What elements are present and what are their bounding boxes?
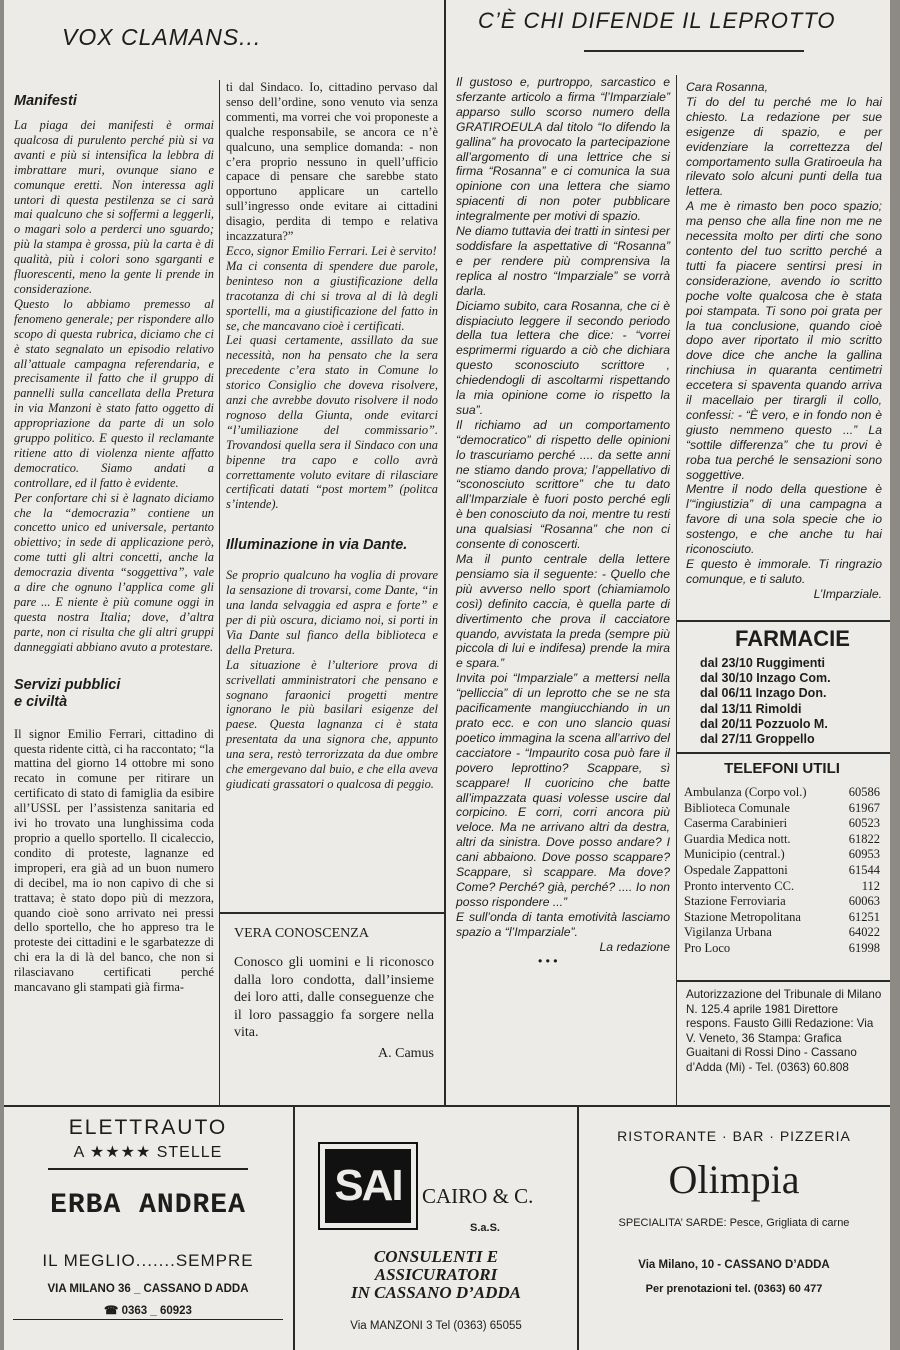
quote-title: VERA CONOSCENZA <box>234 926 369 941</box>
column-1 <box>14 92 214 1104</box>
ads-top-rule <box>4 1105 890 1107</box>
title-underline <box>584 50 804 52</box>
sai-logo-frame <box>318 1142 418 1230</box>
farmacie-box <box>700 626 885 754</box>
ad3-address: Via Milano, 10 - CASSANO D’ADDA <box>638 1259 830 1271</box>
colophon-text: Autorizzazione del Tribunale di Milano N. 125.4 aprile 1981 Direttore respons. Fausto Gilli Redazione: Via V. Veneto, 36 Stampa: Grafica Guaitani di Rossi Dino - Cassano d’Adda (Mi) - Tel. (0363) 60.808 <box>686 988 882 1074</box>
star-rating-icon: ★★★★ <box>89 1144 152 1161</box>
ad1-phone <box>4 1303 292 1317</box>
quote-author: A. Camus <box>378 1045 434 1061</box>
ad1-line2-pre: A <box>73 1144 85 1161</box>
telefoni-box <box>684 760 880 980</box>
telefoni-row <box>684 816 880 832</box>
telefoni-name: Ospedale Zappattoni <box>684 862 788 877</box>
ad3-spec: SPECIALITA’ SARDE: Pesce, Grigliata di carne <box>618 1217 850 1229</box>
telefoni-row <box>684 863 880 879</box>
ads-divider-1 <box>293 1106 295 1350</box>
col3-paragraph: Ne diamo tuttavia dei tratti in sintesi per soddisfare la aspettative di “Rosanna” e per rendere più comprensiva la replica al nostro “Imparziale” se vorrà darla. <box>456 224 670 298</box>
col3-paragraph: E sull’onda di tanta emotività lasciamo spazio a “l’Imparziale”. <box>456 909 670 939</box>
colophon <box>686 988 882 1098</box>
newspaper-page <box>4 0 890 1350</box>
col1-paragraph: Il signor Emilio Ferrari, cittadino di questa ridente città, ci ha raccontato; “la mattina del giorno 14 ottobre mi sono recato in comune per ritirare un certificato di stato di famiglia da esibire all’USSL per l’assistenza sanitaria ed ivi ho trovato una lunghissima coda proprio a quello sportello. Il cicaleccio, condito di proteste, lagnanze ed improperi, era già ad un buon numero di decibel, ma io non capivo di che si trattava; è stato dopo più di mezzora, quando cioè sono arrivato nei pressi dello sportello, che ho appreso tra le proteste dei cittadini e le sgarbatezze di chi era la di là del banco, che non si rilasciavano certificati perché mancavano gli stampati già firma- <box>14 726 214 995</box>
telefoni-name: Municipio (central.) <box>684 847 785 862</box>
telefoni-number: 112 <box>861 878 880 893</box>
col4-paragraph: A me è rimasto ben poco spazio; ma penso che alla fine non me ne necessita molto per dirti che sono contento del tuo scritto perché a tutti fa piacere sentirsi presi in considerazione, avendo io scritto poche volte qualcosa che è stata poi stampata. Ti sono poi grata per la tua conclusione, quando cioè dopo aver riportato il mio scritto dove dice che anche la gallina rinchiusa in quaranta centimetri eccetera si spaventa quando arriva il macellaio per tirargli il collo, confessi: - “È vero, e in fondo non è giusto nemmeno questo ...” La “sottile differenza” che tu provi è roba tua perché le sensazioni sono soggettive. <box>686 199 882 482</box>
ad2-company: CAIRO & C. <box>422 1184 534 1208</box>
col2-paragraph: Se proprio qualcuno ha voglia di provare la sensazione di trovarsi, come Dante, “in una landa selvaggia ed aspra e forte” e per di più oscura, diciamo noi, si porti in Via Dante sul fianco della biblioteca e della Pretura. <box>226 568 438 657</box>
telefoni-name: Guardia Medica nott. <box>684 831 791 846</box>
ad1-address: VIA MILANO 36 _ CASSANO D ADDA <box>47 1282 249 1295</box>
center-divider <box>444 0 446 1105</box>
ad1-line2 <box>4 1142 292 1162</box>
ad2-tagline-3: IN CASSANO D’ADDA <box>350 1283 522 1302</box>
col4-paragraph: Ti do del tu perché me lo hai chiesto. La redazione per sue esigenze di spazio, e per evidenziare la correttezza del comportamento sulla Gratiroeula ha rilevato solo alcuni punti della tua lettera. <box>686 94 882 199</box>
heading-manifesti: Manifesti <box>14 93 77 109</box>
col3-paragraph: Ma il punto centrale della lettere pensiamo sia il seguente: - Quello che più avverso nello sport (chiamiamolo così) definito caccia, è quella parte di divertimento che prova il cacciatore quando, avvistata la preda (sempre più piccola di lui e indifesa) prende la mira e spara.” <box>456 552 670 671</box>
col3-paragraph: Diciamo subito, cara Rosanna, che ci è dispiaciuto leggere il secondo periodo della tua lettera che dice: - “vorrei esprimermi riguardo a ciò che dichiara questo sconosciuto scrittore , chiedendogli di ascoltarmi rispettando la mia opinione come io rispetto la sua”. <box>456 298 670 417</box>
telefoni-row <box>684 925 880 941</box>
ad1-line2-post: STELLE <box>156 1144 223 1161</box>
heading-servizi <box>14 677 214 711</box>
ad1-rule <box>48 1168 248 1170</box>
col1-divider <box>219 80 220 1105</box>
sai-logo: SAI <box>325 1149 411 1223</box>
ad3-top: RISTORANTE · BAR · PIZZERIA <box>617 1128 851 1144</box>
right-section-title: C’È CHI DIFENDE IL LEPROTTO <box>478 8 836 33</box>
ad-olimpia <box>580 1110 888 1345</box>
farmacie-row: dal 13/11 Rimoldi <box>700 701 802 716</box>
telefoni-title: TELEFONI UTILI <box>724 760 840 777</box>
telefoni-name: Pro Loco <box>684 940 731 955</box>
telefoni-row <box>684 941 880 957</box>
col3-signature: La redazione <box>599 939 670 954</box>
left-section-title: VOX CLAMANS... <box>62 24 262 50</box>
farmacie-top-rule <box>676 620 890 622</box>
telefoni-number: 60063 <box>848 894 880 909</box>
ad2-tagline <box>296 1248 576 1302</box>
telefoni-name: Biblioteca Comunale <box>684 800 790 815</box>
col1-paragraph: La piaga dei manifesti è ormai qualcosa di purulento perché più si va avanti e più si intensifica la lebbra di imbrattare muri, ovunque siano e comunque eretti. Non interessa agli untori di questa pestilenza se ci sarà mai qualcuno che si soffermi a leggerli, o magari solo a perderci uno sguardo; più la stampa è grossa, più la carta è di qualità, più i colori sono sgarganti e fluorescenti, meno la gente li prende in considerazione. <box>14 118 214 296</box>
col1-paragraph: Questo lo abbiamo premesso al fenomeno generale; per rispondere allo scopo di questa rubrica, diciamo che ci è stato segnalato un episodio relativo all’attuale campagna referendaria, e precisamente il fatto che il gruppo di pannelli sulla cancellata della Pretura in via Manzoni è stato fatto oggetto di appropriazione da parte di un solo gruppo politico. E questo il reclamante ritiene atto di violenza niente affatto democratico. Siamo andati a controllare, ed il fatto è evidente. <box>14 296 214 490</box>
ad3-phone: Per prenotazioni tel. (0363) 60 477 <box>645 1283 823 1295</box>
telefoni-name: Stazione Metropolitana <box>684 909 801 924</box>
col2-paragraph: Lei quasi certamente, assillato da sue necessità, non ha pensato che la sera precedente c’era stato in Comune lo storico Consiglio che doveva risolvere, anzi che avrebbe dovuto risolvere il nodo rognoso della Giunta, onde evitarci “l’umiliazione del commissario”. Trovandosi quella sera il Sindaco con una bipenne tra capo e collo avrà correttamente voluto evitare di rilasciare certificati datati “post mortem” (politca s’intende). <box>226 333 438 512</box>
col3-paragraph: Il richiamo ad un comportamento “democratico” di rispetto delle opinioni lo trascuriamo perché .... da sette anni ne stiamo dando prova; l’appellativo di “sconosciuto scrittore” che tu dato all’Imparziale è fuori posto perché egli è ben conosciuto da noi, mentre tu resti una qualsiasi “Rosanna” che non ci consente di conoscerti. <box>456 417 670 552</box>
ad2-address: Via MANZONI 3 Tel (0363) 65055 <box>350 1320 522 1332</box>
farmacie-row: dal 20/11 Pozzuolo M. <box>700 716 828 731</box>
ad1-slogan: IL MEGLIO.......SEMPRE <box>42 1250 254 1270</box>
col4-paragraph: E questo è immorale. Ti ringrazio comunque, e ti saluto. <box>686 557 882 586</box>
col4-signature: L’Imparziale. <box>813 586 882 601</box>
telefoni-top-rule <box>676 752 890 754</box>
col4-paragraph: Mentre il nodo della questione è l’“ingiustizia” di una campagna a favore di una sola specie che io sostengo, e che anche tu hai riconosciuto. <box>686 482 882 557</box>
ad3-name: Olimpia <box>668 1157 800 1202</box>
ad-sai-cairo <box>296 1110 576 1345</box>
telefoni-number: 61544 <box>848 862 880 877</box>
column-4 <box>686 80 882 620</box>
ad2-tagline-1: CONSULENTI E <box>373 1247 499 1266</box>
colophon-top-rule <box>676 980 890 982</box>
telefoni-number: 64022 <box>848 925 880 940</box>
telefoni-row <box>684 785 880 801</box>
telefoni-number: 61967 <box>848 800 880 815</box>
col2-paragraph: La situazione è l’ulteriore prova di scrivellati amministratori che pensano e sognano faraonici progetti mentre ignorano le più basilari esigenze del paese. Questa lagnanza ci è stata presentata da una signora che, appunto una sera, restò terrorizzata da due ombre che emergevano dal buio, e che ella aveva giudicati grassatori o qualcosa di peggio. <box>226 657 438 791</box>
col2-paragraph: Ma ci consenta di spendere due parole, beninteso non a giustificazione della tracotanza di chi si trova al di là degli sportelli, ma a giustificazione del fatto in se, che mancavano cioè i certificati. <box>226 258 438 333</box>
telefoni-row <box>684 879 880 895</box>
telefoni-name: Ambulanza (Corpo vol.) <box>684 785 807 799</box>
telefoni-row <box>684 847 880 863</box>
heading-illuminazione: Illuminazione in via Dante. <box>226 537 408 554</box>
telefoni-name: Caserma Carabinieri <box>684 816 788 831</box>
col3-divider-lower <box>676 625 677 1105</box>
telefoni-row <box>684 894 880 910</box>
col2-paragraph: ti dal Sindaco. Io, cittadino pervaso dal senso dell’ordine, sono venuto via senza commenti, ma vorrei che voi proponeste a qualche responsabile, se ancora ce n’è qualcuno, una semplice domanda: - non c’era proprio nessuno in quell’ufficio capace di pensare che sarebbe stato opportuno applicare un cartello sull’ingresso onde evitare ai cittadini disagio, perdita di tempo e relativa incazzatura?” <box>226 80 438 244</box>
ad1-bottom-rule <box>13 1319 283 1321</box>
ad1-line1: ELETTRAUTO <box>68 1116 228 1139</box>
telefoni-row <box>684 832 880 848</box>
telefoni-row <box>684 801 880 817</box>
ad1-phone-number: 0363 _ 60923 <box>121 1304 192 1317</box>
telefoni-name: Vigilanza Urbana <box>684 925 772 940</box>
telefoni-number: 61251 <box>848 909 880 924</box>
ad-elettrauto <box>4 1110 292 1345</box>
farmacie-row: dal 06/11 Inzago Don. <box>700 686 827 701</box>
telefoni-number: 61822 <box>848 831 880 846</box>
col3-paragraph: Invita poi “Imparziale” a mettersi nella “pelliccia” di un leprotto che se ne sta pacificamente mangiucchiando in un prato ecc. e con uno slancio quasi poetico immagina la scena all’arrivo del cacciatore - “Impaurito cosa può fare il povero leprottino? Scappare, sì scappare! Il cuoricino che batte all’impazzata quasi volesse uscire dal corpicino. E corri, corri ancora più veloce. Ma ne arrivano altri da destra, altri da sinistra. Dove posso andare? I cani abbaiono. Dove posso scappare? Scappare, sì scappare. Ma dove? Come? Perché? già, perché? .... Io non posso rispondere ...” <box>456 671 670 909</box>
telefoni-number: 60953 <box>848 847 880 862</box>
telefoni-row <box>684 910 880 926</box>
telefoni-number: 61998 <box>848 940 880 955</box>
farmacie-row: dal 30/10 Inzago Com. <box>700 671 831 686</box>
ads-divider-2 <box>577 1106 579 1350</box>
ad2-sas: S.a.S. <box>470 1222 500 1234</box>
col1-paragraph: Per confortare chi si è lagnato diciamo che la “democrazia” contiene un concetto unico ed universale, pertanto obiettivo; in sede di applicazione però, come tutti gli altri concetti, anche la democrazia diventa “soggettiva”, vale a dire che ognuno l’applica come gli pare ... E niente è più comune oggi in questa nostra Italia; dove, d’altra parte, non ci risulta che gli altri gruppi danneggiati abbiano avuto a protestare. <box>14 490 214 654</box>
quote-top-rule <box>219 912 444 914</box>
col3-dots: • • • <box>538 954 558 969</box>
telefoni-name: Pronto intervento CC. <box>684 878 795 893</box>
quote-text: Conosco gli uomini e li riconosco dalla loro condotta, dall’insieme dei loro atti, dalle conseguenze che il loro passaggio fa sorgere nella vita. <box>234 955 434 1040</box>
col2-paragraph: Ecco, signor Emilio Ferrari. Lei è servito! <box>226 243 437 258</box>
farmacie-row: dal 27/11 Groppello <box>700 732 815 747</box>
column-2 <box>226 80 438 791</box>
telefoni-number: 60586 <box>848 785 880 799</box>
ad1-name: ERBA ANDREA <box>50 1189 246 1221</box>
farmacie-title: FARMACIE <box>735 626 850 651</box>
heading-servizi-line1: Servizi pubblici <box>14 676 121 693</box>
heading-servizi-line2: e civiltà <box>14 693 68 710</box>
ad2-tagline-2: ASSICURATORI <box>374 1265 498 1284</box>
farmacie-row: dal 23/10 Ruggimenti <box>700 656 826 670</box>
telefoni-name: Stazione Ferroviaria <box>684 894 786 909</box>
quote-box <box>234 926 434 1096</box>
phone-icon: ☎ <box>104 1304 122 1317</box>
col3-divider <box>676 75 677 625</box>
col4-greeting: Cara Rosanna, <box>686 80 768 94</box>
col3-paragraph: Il gustoso e, purtroppo, sarcastico e sferzante articolo a firma “l’Imparziale” apparso sullo scorso numero della GRATIROEULA dal titolo “Io difendo la gallina” ha provocato la partecipazione all’argomento di una lettrice che si firma “Rosanna” e ci comunica la sua opinione con una lettera che siamo spiacenti di non poter pubblicare integralmente per motivi di spazio. <box>456 75 670 224</box>
telefoni-number: 60523 <box>848 816 880 831</box>
column-3 <box>456 75 670 1093</box>
